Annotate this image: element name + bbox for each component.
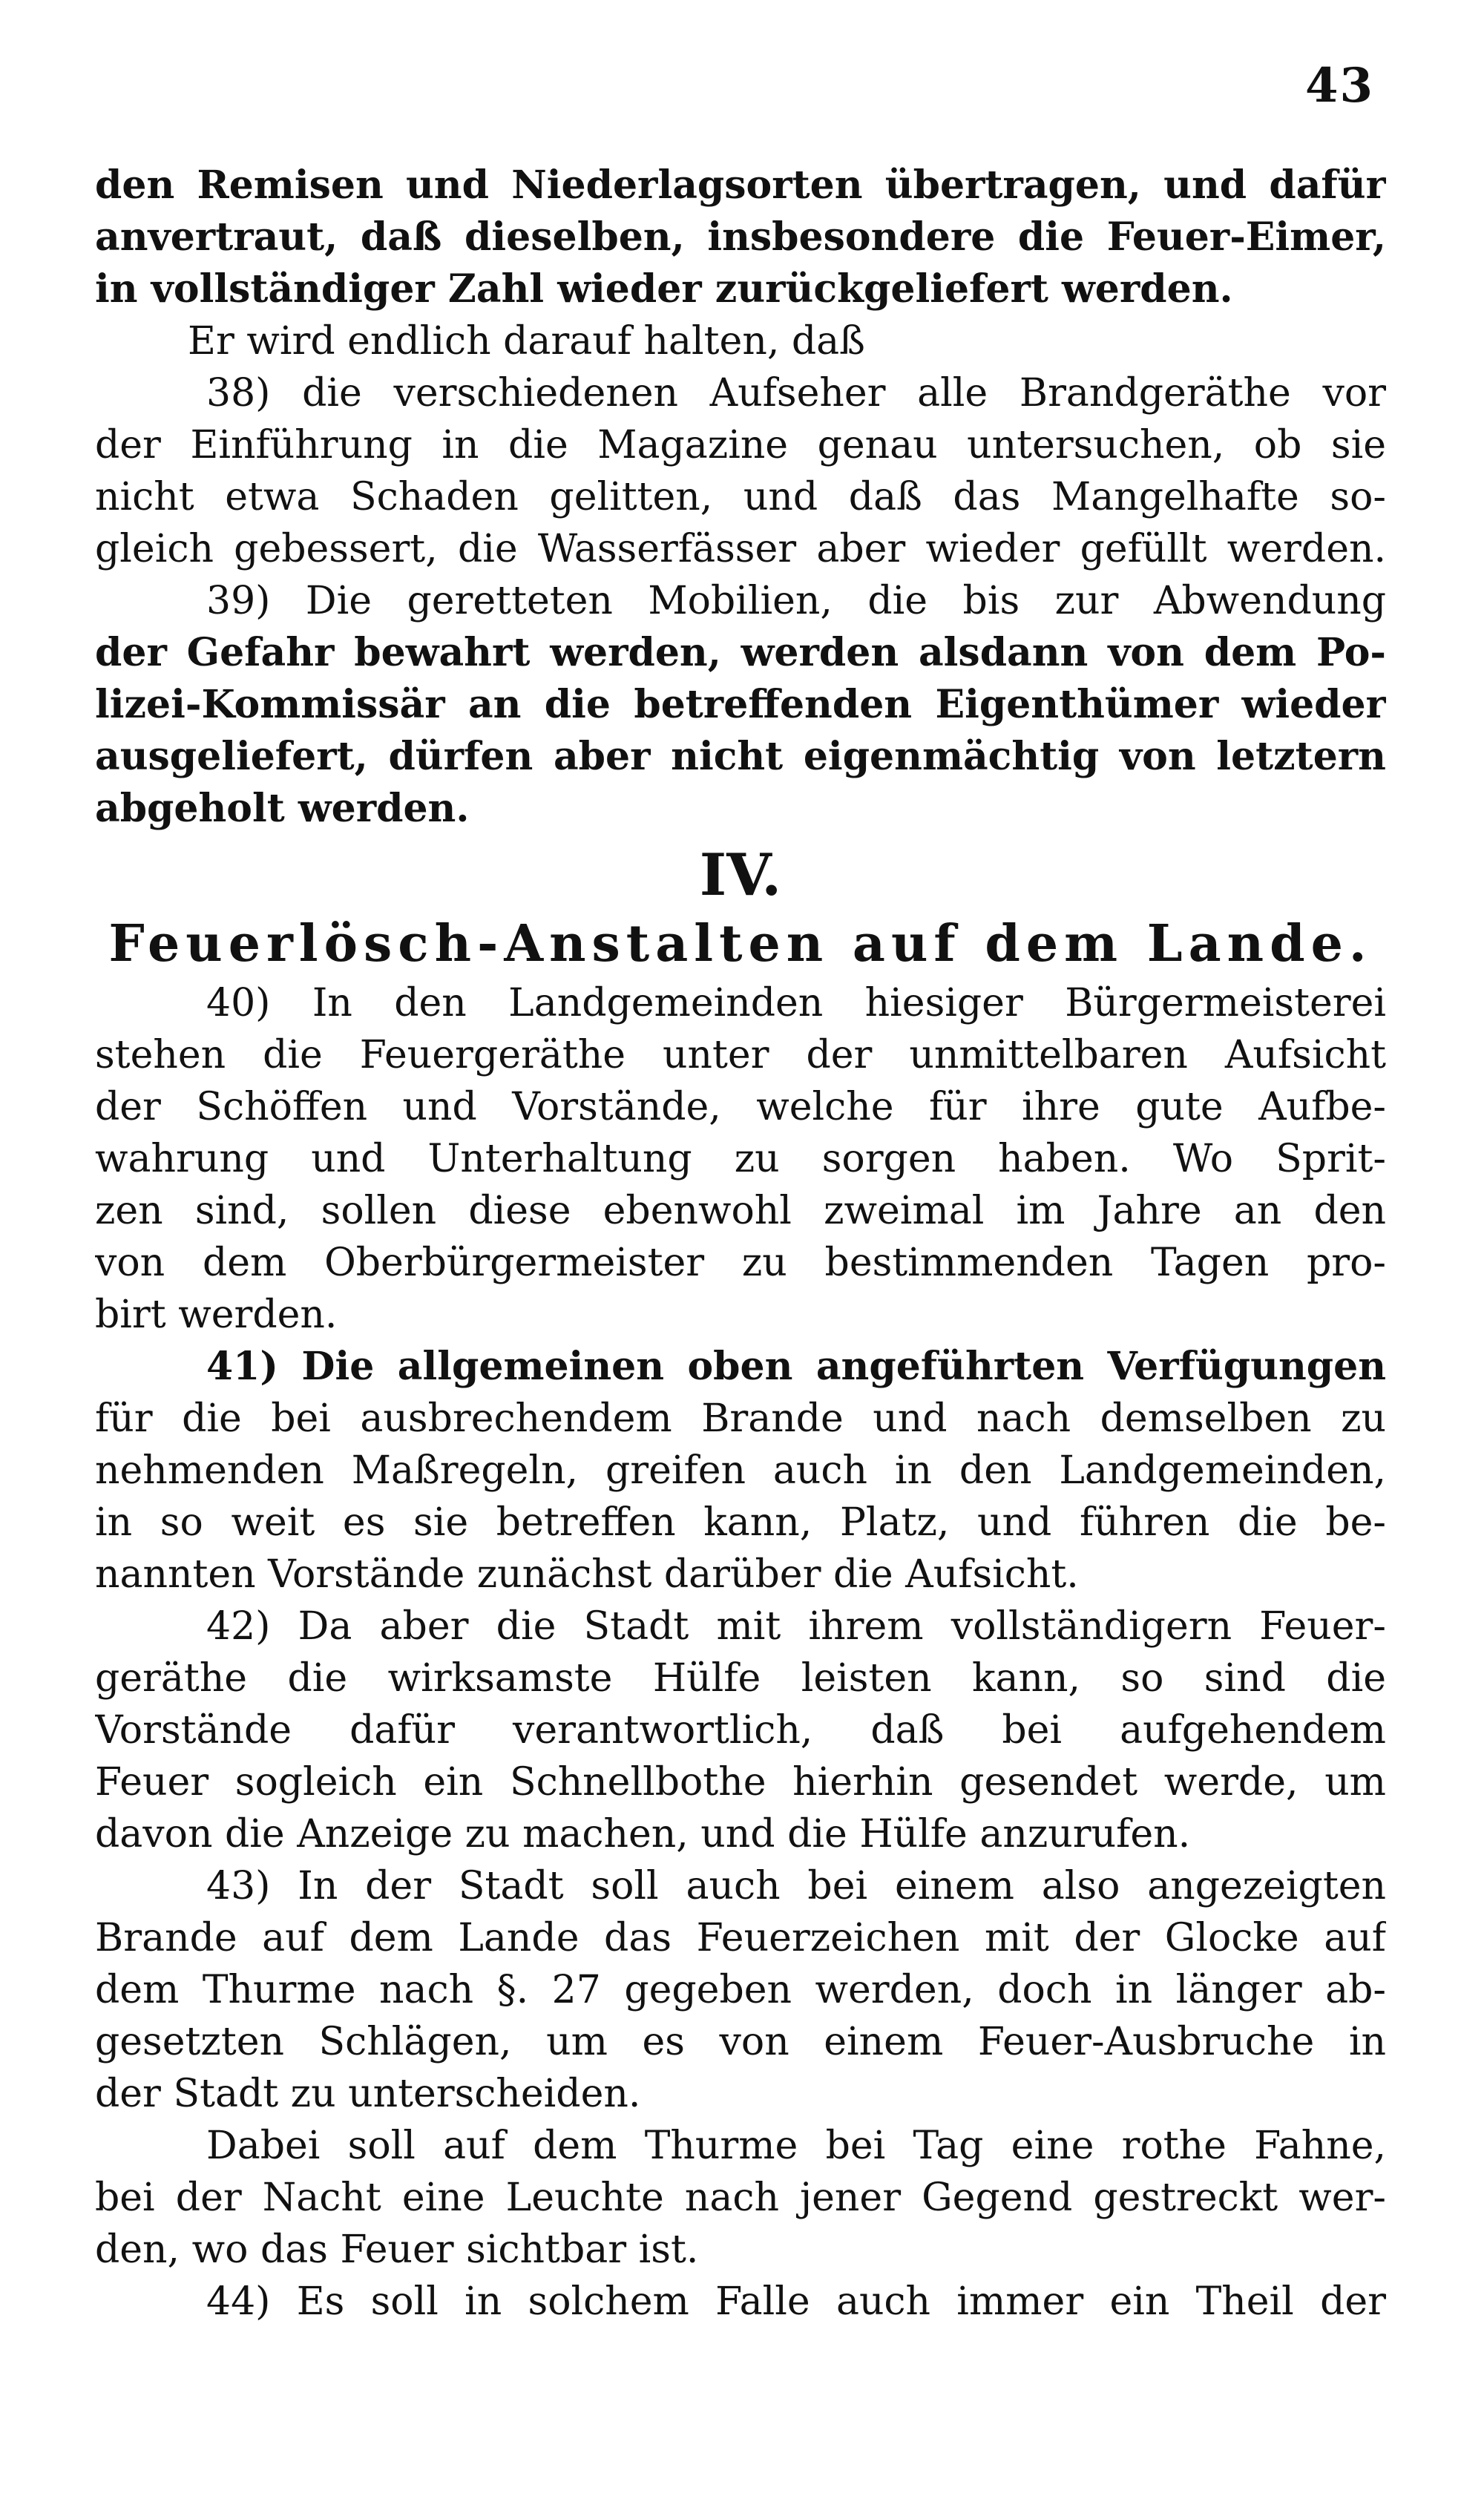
paragraph-39-line: 39) Die geretteten Mobilien, die bis zur Abwendung [206, 579, 1386, 623]
text-line: abgeholt werden. [95, 786, 470, 831]
section-numeral: IV. [699, 841, 782, 909]
text-line: nannten Vorstände zunächst darüber die Aufsicht. [95, 1552, 1079, 1597]
text-line: der Schöffen und Vorstände, welche für ihre gute Aufbe- [95, 1085, 1386, 1129]
text-line: geräthe die wirksamste Hülfe leisten kann, so sind die [95, 1656, 1386, 1701]
text-line: dem Thurme nach §. 27 gegeben werden, doch in länger ab- [95, 1968, 1386, 2012]
text-line: den Remisen und Niederlagsorten übertragen, und dafür [95, 162, 1386, 208]
paragraph-43-line: 43) In der Stadt soll auch bei einem also angezeigten [206, 1864, 1386, 1908]
text-line: für die bei ausbrechendem Brande und nach demselben zu [95, 1396, 1386, 1441]
paragraph-40-line: 40) In den Landgemeinden hiesiger Bürgermeisterei [206, 981, 1386, 1025]
text-line: von dem Oberbürgermeister zu bestimmenden Tagen pro- [95, 1241, 1386, 1285]
paragraph-41-line: 41) Die allgemeinen oben angeführten Verfügungen [206, 1344, 1386, 1389]
text-line: der Einführung in die Magazine genau untersuchen, ob sie [95, 423, 1386, 467]
paragraph-42-line: 42) Da aber die Stadt mit ihrem vollständigern Feuer- [206, 1604, 1386, 1649]
text-line: nicht etwa Schaden gelitten, und daß das Mangelhafte so- [95, 475, 1386, 519]
text-line: der Gefahr bewahrt werden, werden alsdann von dem Po- [95, 630, 1386, 675]
page-number: 43 [1304, 58, 1374, 114]
text-line: Vorstände dafür verantwortlich, daß bei aufgehendem [95, 1708, 1386, 1753]
text-line: Feuer sogleich ein Schnellbothe hierhin gesendet werde, um [95, 1760, 1386, 1805]
text-line: Dabei soll auf dem Thurme bei Tag eine rothe Fahne, [206, 2124, 1386, 2168]
text-line: in vollständiger Zahl wieder zurückgeliefert werden. [95, 266, 1233, 312]
text-line: ausgeliefert, dürfen aber nicht eigenmächtig von letztern [95, 734, 1386, 779]
text-line: lizei-Kommissär an die betreffenden Eigenthümer wieder [95, 682, 1386, 727]
paragraph-38-line: 38) die verschiedenen Aufseher alle Brandgeräthe vor [206, 371, 1386, 416]
text-line: stehen die Feuergeräthe unter der unmittelbaren Aufsicht [95, 1033, 1386, 1077]
text-line: bei der Nacht eine Leuchte nach jener Gegend gestreckt wer- [95, 2176, 1386, 2220]
text-line: gesetzten Schlägen, um es von einem Feuer-Ausbruche in [95, 2020, 1386, 2064]
text-line: wahrung und Unterhaltung zu sorgen haben. Wo Sprit- [95, 1137, 1386, 1181]
text-line: den, wo das Feuer sichtbar ist. [95, 2227, 699, 2272]
text-line: zen sind, sollen diese ebenwohl zweimal im Jahre an den [95, 1189, 1386, 1233]
text-line: anvertraut, daß dieselben, insbesondere die Feuer-Eimer, [95, 214, 1386, 260]
text-line: nehmenden Maßregeln, greifen auch in den Landgemeinden, [95, 1448, 1386, 1493]
paragraph-44-line: 44) Es soll in solchem Falle auch immer ein Theil der [206, 2279, 1386, 2324]
text-line: birt werden. [95, 1293, 338, 1337]
text-line: davon die Anzeige zu machen, und die Hülfe anzurufen. [95, 1812, 1191, 1856]
text-line: der Stadt zu unterscheiden. [95, 2072, 641, 2116]
text-line: in so weit es sie betreffen kann, Platz, und führen die be- [95, 1500, 1386, 1545]
body-text [95, 160, 1386, 2328]
text-line: Brande auf dem Lande das Feuerzeichen mit der Glocke auf [95, 1916, 1386, 1960]
text-line: gleich gebessert, die Wasserfässer aber wieder gefüllt werden. [95, 527, 1386, 571]
section-title: Feuerlösch-Anstalten auf dem Lande. [108, 914, 1373, 974]
text-line: Er wird endlich darauf halten, daß [188, 319, 865, 364]
